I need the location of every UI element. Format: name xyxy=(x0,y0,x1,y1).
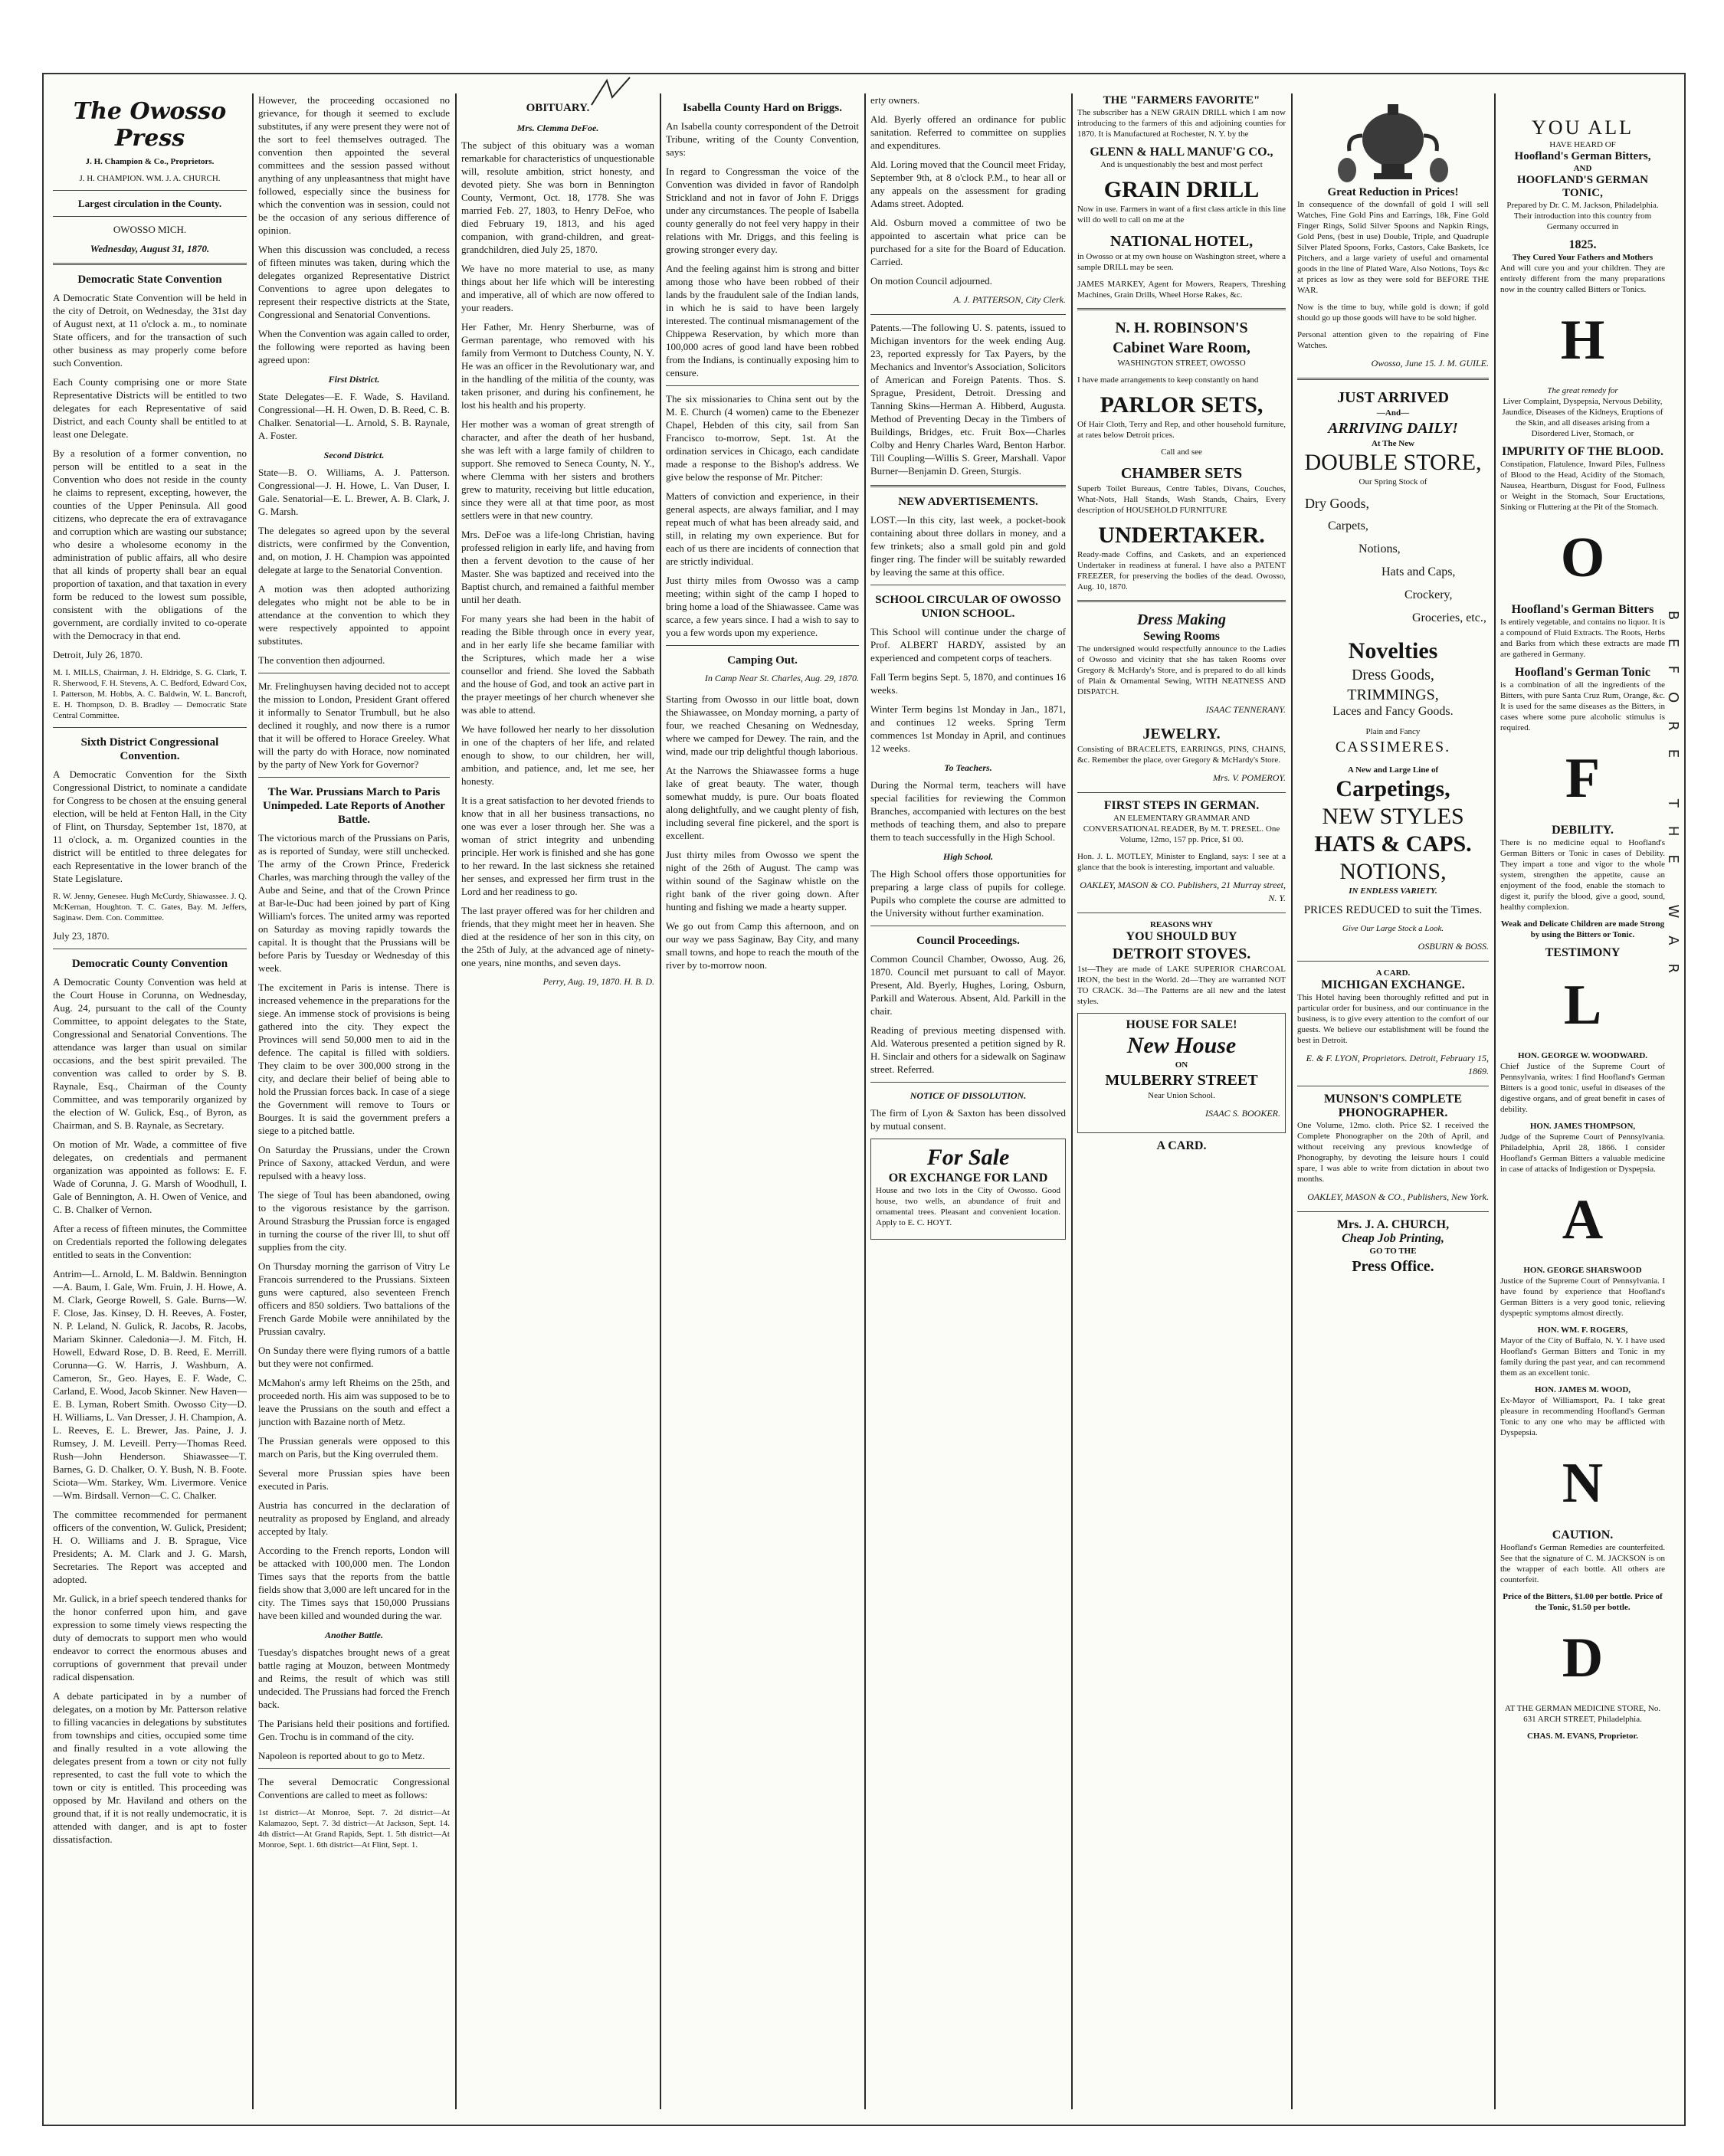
ad-text: GO TO THE xyxy=(1369,1247,1417,1256)
section-subheading: Second District. xyxy=(323,450,385,460)
ad-list-item: Groceries, etc., xyxy=(1412,611,1486,624)
ad-display-line: NATIONAL HOTEL, xyxy=(1109,233,1254,250)
article-paragraph: On motion Council adjourned. xyxy=(870,275,992,287)
article-paragraph: A motion was then adopted authorizing delegates who might not be able to be in attendance at the convention to which they were respectively appointed to appoint substitutes. xyxy=(258,583,450,647)
article-paragraph: We have followed her nearly to her dissolution in one of the chapters of her life, and related enough to show, to our children, her will, ambition, and patience, and, let me see, her honesty. xyxy=(461,723,654,787)
decorative-initial: F xyxy=(1565,747,1601,810)
testimonial-name: HON. WM. F. ROGERS, xyxy=(1537,1325,1628,1335)
article-dateline: In Camp Near St. Charles, Aug. 29, 1870. xyxy=(704,673,859,683)
article-paragraph: In regard to Congressman the voice of the Convention was divided in favor of Randolph Strickland and not in favor of John F. Driggs under any circumstances. The people of Isabella county generally do not feel very happy in their relations with Mr. Driggs, and this feeling is growing stronger every day. xyxy=(666,165,859,255)
edge-vertical-text: BEFORE THE WAR xyxy=(1665,611,1681,992)
ad-text: Now is the time to buy, while gold is down; if gold should go up those goods will have to be sold higher. xyxy=(1297,303,1489,323)
ad-text: A New and Large Line of xyxy=(1347,765,1439,775)
ad-list-item: Hats and Caps, xyxy=(1381,565,1456,578)
ad-display-line: PARLOR SETS, xyxy=(1100,392,1264,418)
ad-subheading: IMPURITY OF THE BLOOD. xyxy=(1502,445,1663,458)
article-paragraph: For many years she had been in the habit of reading the Bible through once in every year, and in her early life she became familiar with the Scriptures, which made her a wise counsellor and friend. She loved the Sabbath and the house of God, and took an active part in the prayer meetings of her church whenever she was able to attend. xyxy=(461,613,654,716)
article-paragraph: Each County comprising one or more State Representative Districts will be entitled to two delegates for each Representative of said District, and each County shall be entitled to at least one Delegate. xyxy=(53,376,247,440)
divider xyxy=(1297,961,1489,962)
ad-subheading: Hoofland's German Bitters, xyxy=(1514,150,1651,162)
masthead-proprietors: J. H. Champion & Co., Proprietors. xyxy=(85,157,215,166)
ad-list-item: Notions, xyxy=(1359,542,1401,555)
article-paragraph: The siege of Toul has been abandoned, owing to the vigorous resistance by the garrison. Around Strasburg the Prussian force is engaged in turning the course of the river Ill, to shut off supplies from the city. xyxy=(258,1189,450,1253)
article-paragraph: Just thirty miles from Owosso we spent the night of the 26th of August. The camp was within sound of the Saginaw whistle on the right bank of the river going down. After hunting and fishing we made a hearty supper. xyxy=(666,849,859,913)
ad-display-line: NOTIONS, xyxy=(1339,859,1447,884)
ad-text: Judge of the Supreme Court of Pennsylvania. Philadelphia, April 28, 1866. I consider Hoofland's German Bitters a valuable medicine in case of attacks of Indigestion or Dyspepsia. xyxy=(1500,1132,1665,1174)
divider xyxy=(258,1768,450,1769)
ad-text: One Volume, 12mo. cloth. Price $2. I received the Complete Phonographer on the 20th of April, and without receiving any previous knowledge of Phonography, by devoting the leisure hours I could spare, I was able to write from dictation in about two months. xyxy=(1297,1121,1489,1184)
ad-subheading: OR EXCHANGE FOR LAND xyxy=(888,1171,1048,1184)
ad-signature: ISAAC S. BOOKER. xyxy=(1205,1108,1280,1119)
ad-display-line: Novelties xyxy=(1348,638,1438,664)
section-subheading: Another Battle. xyxy=(324,1630,383,1640)
decorative-initial: O xyxy=(1560,526,1605,589)
article-paragraph: State Delegates—E. F. Wade, S. Haviland. Congressional—H. H. Owen, D. B. Reed, C. B. Chalker. Senatorial—L. Arnold, S. B. Raynale, A. Foster. xyxy=(258,391,450,441)
house-for-sale-ad xyxy=(1077,1013,1286,1133)
masthead-names: J. H. CHAMPION. WM. J. A. CHURCH. xyxy=(79,174,221,183)
ad-display-line: ARRIVING DAILY! xyxy=(1328,420,1458,437)
ad-text: Constipation, Flatulence, Inward Piles, Fullness of Blood to the Head, Acidity of the Stomach, Nausea, Heartburn, Disgust for Food, Fullness or Weight in the Stomach, Sour Eructations, Sinking or Fluttering at the Pit of the Stomach. xyxy=(1500,460,1665,512)
article-paragraph: Winter Term begins 1st Monday in Jan., 1871, and continues 12 weeks. Spring Term commences 1st Monday in April, and continues 12 weeks. xyxy=(870,703,1066,754)
divider xyxy=(53,190,247,191)
ad-display-line: CHAMBER SETS xyxy=(1120,465,1243,482)
column-rule xyxy=(1494,93,1496,2109)
ad-list-item: Dry Goods, xyxy=(1305,496,1369,511)
ad-text: Near Union School. xyxy=(1148,1091,1215,1100)
article-paragraph: During the Normal term, teachers will have special facilities for reviewing the Common Branches, accompanied with lectures on the best methods of teaching them, and also to prepare them to teach successfully in the High School. xyxy=(870,779,1066,843)
ad-list-item: Crockery, xyxy=(1404,588,1453,601)
ad-text: 1st—They are made of LAKE SUPERIOR CHARCOAL IRON, the best in the World. 2d—They are warranted NOT TO CRACK. 3d—The Patterns are all new and the latest styles. xyxy=(1077,965,1286,1006)
silver-urn-illustration-icon xyxy=(1328,93,1458,185)
divider xyxy=(1297,1211,1489,1212)
divider xyxy=(870,314,1066,315)
ad-text: Ex-Mayor of Williamsport, Pa. I take great pleasure in recommending Hoofland's German Tonic to any one who may be afflicted with Dyspepsia. xyxy=(1500,1396,1665,1437)
article-paragraph: State—B. O. Williams, A. J. Patterson. Congressional—J. H. Howe, L. Van Duser, I. Gale. Senatorial—E. L. Brewer, A. B. Clark, J. G. Marsh. xyxy=(258,467,450,517)
article-paragraph: The victorious march of the Prussians on Paris, as is reported of Sunday, were still unchecked. The army of the Crown Prince, Frederick Charles, was marching through the valley of the Aube and Seine, and that of the Crown Prince at Bar-le-Duc had been joined by part of King William's forces. The united army was reported on Saturday as moving rapidly towards the capital. It is thought that the Prussians will be before Paris by Tuesday or Wednesday of this week. xyxy=(258,832,450,974)
ad-signature: E. & F. LYON, Proprietors. Detroit, February 15, 1869. xyxy=(1306,1053,1489,1076)
article-paragraph: McMahon's army left Rheims on the 25th, and proceeded north. His aim was supposed to be to leave the Prussians on the south and effect a junction with Bazaine north of Metz. xyxy=(258,1377,450,1427)
ad-text: AT THE GERMAN MEDICINE STORE, No. 631 ARCH STREET, Philadelphia. xyxy=(1504,1704,1661,1724)
section-subheading: NOTICE OF DISSOLUTION. xyxy=(910,1090,1027,1101)
section-subheading: First District. xyxy=(328,374,380,385)
column-rule xyxy=(455,93,457,2109)
article-paragraph: A debate participated in by a number of delegates, on a motion by Mr. Patterson relative to filling vacancies in delegations by substitutes from townships and cities, occupied some time and finally resulted in a vote allowing the delegates present from a town or city not fully represented, to cast the full vote to which the town or city is entitled. This proceeding was opposed by Mr. Haviland and others on the ground that, if it is not really undemocratic, it is attended with danger, and is apt to foster dissatisfaction. xyxy=(53,1690,247,1845)
ad-heading: JEWELRY. xyxy=(1142,726,1221,742)
ad-text: HAVE HEARD OF xyxy=(1549,140,1616,149)
ad-text: Plain and Fancy xyxy=(1365,727,1421,736)
ad-text: WASHINGTON STREET, OWOSSO xyxy=(1117,359,1246,368)
article-paragraph: According to the French reports, London will be attacked with 100,000 men. The London Times says that the reports from the battle fields show that 3,000 are left uncared for in the city. The Times says that 150,000 Prussians have been killed and wounded during the war. xyxy=(258,1545,450,1621)
newspaper-page xyxy=(42,73,1686,2126)
article-paragraph: The convention then adjourned. xyxy=(258,654,385,666)
article-paragraph: LOST.—In this city, last week, a pocket-book containing about three dollars in money, and a few trinkets; also a small gold pin and gold finger ring. The finder will be suitably rewarded by leaving the same at this office. xyxy=(870,514,1066,578)
ad-text: Now in use. Farmers in want of a first class article in this line will do well to call on me at the xyxy=(1077,205,1286,224)
ad-text: The subscriber has a NEW GRAIN DRILL which I am now introducing to the farmers of this and adjoining counties for 1870. It is Manufactured at Rochester, N. Y. by the xyxy=(1077,108,1286,139)
ad-text: ON xyxy=(1175,1060,1188,1070)
article-paragraph: The several Democratic Congressional Conventions are called to meet as follows: xyxy=(258,1776,450,1800)
column-rule xyxy=(660,93,661,2109)
article-paragraph: On Sunday there were flying rumors of a battle but they were not confirmed. xyxy=(258,1345,450,1369)
ad-subheading: DEBILITY. xyxy=(1552,824,1614,837)
article-paragraph: On motion of Mr. Wade, a committee of five delegates, on credentials and permanent organization was appointed as follows: E. F. Wade of Corunna, J. G. Marsh of Woodhull, I. Gale of Bennington, A. H. Owen of Venice, and C. B. Chalker of Vernon. xyxy=(53,1139,247,1215)
ad-subheading: TESTIMONY xyxy=(1545,946,1621,959)
article-signature: M. I. MILLS, Chairman, J. H. Eldridge, S. G. Clark, T. R. Sherwood, F. H. Stevens, A. C. Bedford, Edward Cox, I. Patterson, M. Hobbs, A. C. Baldwin, W. L. Bancroft, E. H. Thompson, D. B. Bradley — Democratic State Central Committee. xyxy=(53,668,247,720)
divider xyxy=(1077,308,1286,310)
article-paragraph: After a recess of fifteen minutes, the Committee on Credentials reported the following delegates entitled to seats in the Convention: xyxy=(53,1223,247,1260)
article-paragraph: Several more Prussian spies have been executed in Paris. xyxy=(258,1467,450,1492)
article-paragraph: Ald. Byerly offered an ordinance for public sanitation. Referred to committee on supplies and expenditures. xyxy=(870,113,1066,151)
divider xyxy=(53,216,247,217)
ad-heading: Dress Making xyxy=(1136,611,1227,628)
article-paragraph: Her Father, Mr. Henry Sherburne, was of German parentage, who removed with his family from Vermont to Dutchess County, N. Y. He was an officer in the Revolutionary war, and in the handling of the militia of the county, was taken prisoner, and during his confinement, he lost his health and his property. xyxy=(461,321,654,411)
ad-text: AN ELEMENTARY GRAMMAR AND CONVERSATIONAL READER, By M. T. PRESEL. One Volume, 12mo, 157 pp. Price, $1 00. xyxy=(1083,814,1280,844)
column-2 xyxy=(258,93,450,2109)
article-paragraph: At the Narrows the Shiawassee forms a huge lake of great beauty. The water, though somewhat muddy, is pure. Our boats floated along delightfully, and we caught plenty of fish, including several fine pickerel, and the sport is excellent. xyxy=(666,765,859,841)
ad-text: In consequence of the downfall of gold I will sell Watches, Fine Gold Pins and Earrings, 18k, Fine Gold Finger Rings, Solid Silver Spoons and Napkin Rings, Gold Pens, (best in use) Double, Triple, and Quadruple Silver Plated Spoons, Forks, Castors, Cake Baskets, Ice Pitchers, and a large variety of useful and ornamental goods in the line of Plated Ware, Also Notions, Toys &c at prices as low as they were sold for BEFORE THE WAR. xyxy=(1297,200,1489,295)
ad-display-line: HATS & CAPS. xyxy=(1314,831,1472,857)
ad-signature: ISAAC TENNERANY. xyxy=(1205,704,1286,715)
ad-text: Price of the Bitters, $1.00 per bottle. Price of the Tonic, $1.50 per bottle. xyxy=(1503,1592,1663,1612)
ad-list-item: Carpets, xyxy=(1328,519,1368,532)
article-paragraph: The excitement in Paris is intense. There is increased vehemence in the preparations for the siege. An immense stock of provisions is being gathered into the city. They expect the Provinces will send 50,000 men to aid in the defence. The capital is filled with soldiers. They claim to be over 300,000 strong in the city, and declare their belief of being able to hold the Prussian forces back. In case of a siege the Government will remove to Tours or Bourges. It is said the government prefers a siege to a pitched battle. xyxy=(258,981,450,1136)
article-paragraph: Mrs. DeFoe was a life-long Christian, having professed religion in early life, and having from then a fervent devotion to the cause of her Master. She was baptized and received into the Baptist church, and remained a faithful member until her death. xyxy=(461,529,654,605)
article-paragraph: On Thursday morning the garrison of Vitry Le Francois surrendered to the Prussians. Sixteen guns were captured, also seventeen French officers and 850 soldiers. Two battalions of the French Garde Mobile were annihilated by the Prussian cavalry. xyxy=(258,1260,450,1337)
article-paragraph: Tuesday's dispatches brought news of a great battle raging at Mouzon, between Montmedy and Reims, the result of which was still undecided. The Prussians had forced the French back. xyxy=(258,1646,450,1710)
article-paragraph: Ald. Osburn moved a committee of two be appointed to ascertain what price can be purchased for a site for the Board of Education. Carried. xyxy=(870,217,1066,267)
ad-display-line: DETROIT STOVES. xyxy=(1112,945,1251,962)
ad-display-line: Carpetings, xyxy=(1336,776,1450,801)
ad-subheading: Cabinet Ware Room, xyxy=(1113,339,1250,356)
ad-text: And is unquestionably the best and most perfect xyxy=(1100,160,1263,169)
article-paragraph: Reading of previous meeting dispensed with. Ald. Waterous presented a petition signed by R. H. Sinclair and others for a sidewalk on Saginaw street. Referred. xyxy=(870,1024,1066,1075)
article-paragraph: And the feeling against him is strong and bitter among those who have been robbed of their lands by the fraudulent sale of the Indian lands, in which he is said to have been largely interested. The continual mismanagement of the Chippewa Reservation, by which more than 100,000 acres of good land have been robbed from the Indians, is continually exposing him to censure. xyxy=(666,263,859,378)
ad-text: in Owosso or at my own house on Washington street, where a sample DRILL may be seen. xyxy=(1077,252,1286,272)
ad-text: AND xyxy=(1573,164,1592,173)
ad-display-line: NEW STYLES xyxy=(1322,804,1464,829)
ad-text: There is no medicine equal to Hoofland's German Bitters or Tonic in cases of Debility. They impart a tone and vigor to the whole system, strengthen the appetite, cause an enjoyment of the food, enable the stomach to digest it, purify the blood, give a good, sound, healthy complexion. xyxy=(1500,838,1665,912)
column-1 xyxy=(53,93,247,2109)
ad-text: Laces and Fancy Goods. xyxy=(1332,705,1454,718)
ad-heading: N. H. ROBINSON'S xyxy=(1115,319,1248,336)
article-paragraph: Mr. Frelinghuysen having decided not to accept the mission to London, President Grant offered it informally to Senator Trumbull, but he also declined it roughly, and now there is a rumor that it will be offered to Horace Greeley. What will the party do with Horace, now nominated by the party of New York for Governor? xyxy=(258,680,450,770)
article-paragraph: The Prussian generals were opposed to this march on Paris, but the King overruled them. xyxy=(258,1435,450,1460)
masthead-place: OWOSSO MICH. xyxy=(113,224,187,235)
ad-text: —And— xyxy=(1376,408,1410,418)
divider xyxy=(870,485,1066,487)
article-paragraph: An Isabella county correspondent of the Detroit Tribune, writing of the County Convention, says: xyxy=(666,120,859,158)
testimonial-name: HON. GEORGE W. WOODWARD. xyxy=(1517,1051,1648,1060)
testimonial-name: HON. GEORGE SHARSWOOD xyxy=(1523,1266,1642,1275)
ad-subheading: CAUTION. xyxy=(1552,1529,1614,1542)
decorative-initial: L xyxy=(1563,974,1602,1037)
ad-text: 1825. xyxy=(1568,238,1597,251)
article-paragraph: This School will continue under the charge of Prof. ALBERT HARDY, assisted by an experienced and competent corps of teachers. xyxy=(870,626,1066,664)
ad-heading: A CARD. xyxy=(1156,1139,1207,1152)
ad-text: House and two lots in the City of Owosso. Good house, two wells, an abundance of fruit and ornamental trees. Pleasant and convenient location. Apply to E. C. HOYT. xyxy=(876,1186,1060,1227)
ad-subheading: Hoofland's German Tonic xyxy=(1515,666,1650,679)
divider xyxy=(1297,378,1489,380)
ad-signature: CHAS. M. EVANS, Proprietor. xyxy=(1527,1732,1638,1741)
article-paragraph: When this discussion was concluded, a recess of fifteen minutes was taken, during which the delegates organized Representative District Conventions to agree upon delegates to represent their respective districts at the State, Congressional and Senatorial Conventions. xyxy=(258,244,450,320)
for-sale-ad xyxy=(870,1139,1066,1240)
ad-text: Mayor of the City of Buffalo, N. Y. I have used Hoofland's German Bitters and Tonic in my family during the past year, and can recommend them as an excellent tonic. xyxy=(1500,1336,1665,1378)
section-subheading: To Teachers. xyxy=(944,762,992,773)
ad-text: Superb Toilet Bureaus, Centre Tables, Divans, Couches, What-Nots, Hall Stands, Wash Stands, Chairs, Every description of HOUSEHOLD FURNITURE xyxy=(1077,484,1286,515)
column-rule xyxy=(1291,93,1293,2109)
ad-heading: Cheap Job Printing, xyxy=(1342,1232,1444,1245)
column-3 xyxy=(461,93,654,2109)
column-4 xyxy=(666,93,859,2109)
ad-text: The great remedy for xyxy=(1547,386,1618,395)
article-paragraph: Just thirty miles from Owosso was a camp meeting; within sight of the camp I hoped to bring home a load of the Shiawassee. Came was scarce, a few years since. I had a wish to say to you a few words upon my experience. xyxy=(666,575,859,638)
testimonial-name: HON. JAMES THOMPSON, xyxy=(1529,1122,1636,1131)
masthead-date: Wednesday, August 31, 1870. xyxy=(90,243,210,254)
decorative-initial: A xyxy=(1562,1188,1604,1251)
article-paragraph: However, the proceeding occasioned no grievance, for though it seemed to exclude substitutes, if any were present they were not of the sort to feel themselves outraged. The convention then appointed the several committees and the session passed without anything of any unpleasantness that might have followed, especially since the business for which the convention was in session, could not be the occasion of any serious difference of opinion. xyxy=(258,94,450,236)
divider xyxy=(1077,600,1286,602)
ad-display-line: GRAIN DRILL xyxy=(1103,177,1260,202)
ad-text: I have made arrangements to keep constantly on hand xyxy=(1077,375,1259,385)
ad-display-line: Press Office. xyxy=(1352,1258,1434,1275)
ad-signature: OSBURN & BOSS. xyxy=(1418,941,1489,952)
decorative-initial: H xyxy=(1560,309,1605,372)
article-paragraph: A Democratic County Convention was held at the Court House in Corunna, on Wednesday, Aug. 24, pursuant to the call of the County Committee, to appoint delegates to the State, Congressional and Senatorial Conventions. The attendance was larger than usual on similar occasions, and the best spirit prevailed. The convention was called to order by S. B. Raynale, Esq., Chairman of the County Committee, and was temporarily organized by the election of W. Gulick, Esq., of Byron, as Chairman, and S. B. Raynale, as Secretary. xyxy=(53,976,247,1131)
article-paragraph: Mr. Gulick, in a brief speech tendered thanks for the honor conferred upon him, and gave expression to some timely views respecting the duty of democrats to support men who would endeavor to correct the enormous abuses and corruptions of government that prevail under radical dispensation. xyxy=(53,1593,247,1683)
ad-text: Our Spring Stock of xyxy=(1359,477,1427,487)
ad-text: PRICES REDUCED to suit the Times. xyxy=(1303,904,1483,916)
column-8 xyxy=(1500,93,1665,2109)
ad-heading: REASONS WHY xyxy=(1149,920,1213,929)
article-paragraph: When the Convention was again called to order, the following were reported as having been agreed upon: xyxy=(258,328,450,365)
ad-text: Mrs. J. A. CHURCH, xyxy=(1336,1218,1450,1231)
ad-signature: Mrs. V. POMEROY. xyxy=(1212,772,1286,783)
ad-signature: OAKLEY, MASON & CO. Publishers, 21 Murray street, N. Y. xyxy=(1080,880,1286,903)
article-paragraph: Ald. Loring moved that the Council meet Friday, September 9th, at 8 o'clock P.M., to hear all or any appeals on the assessment for grading Adams street. Adopted. xyxy=(870,159,1066,209)
decorative-initial: D xyxy=(1562,1627,1604,1689)
divider xyxy=(666,385,859,386)
article-heading: The War. Prussians March to Paris Unimpeded. Late Reports of Another Battle. xyxy=(263,786,445,826)
ad-text: Chief Justice of the Supreme Court of Pennsylvania, writes: I find Hoofland's German Bitters is a good tonic, useful in diseases of the digestive organs, and of great benefit in cases of debility. xyxy=(1500,1062,1665,1114)
article-paragraph: The last prayer offered was for her children and friends, that they might meet her in heaven. She died at the residence of her son in this city, on the 25th of July, at the advanced age of ninety-one years, nine months, and seven days. xyxy=(461,905,654,968)
ad-display-line: Dress Goods, xyxy=(1352,667,1434,683)
testimonial-name: HON. JAMES M. WOOD, xyxy=(1534,1385,1631,1394)
article-paragraph: The delegates so agreed upon by the several districts, were confirmed by the Convention, and, on motion, J. H. Champion was appointed delegate at large to the Senatorial Convention. xyxy=(258,525,450,575)
ad-heading: YOU ALL xyxy=(1532,116,1634,139)
ad-text: JAMES MARKEY, Agent for Mowers, Reapers, Threshing Machines, Grain Drills, Wheel Horse Rakes, &c. xyxy=(1077,280,1286,300)
ad-heading: HOUSE FOR SALE! xyxy=(1126,1018,1237,1031)
article-paragraph: The committee recommended for permanent officers of the convention, W. Gulick, President; H. O. Williams and J. B. Sprague, Vice Presidents; A. M. Clark and J. G. Marsh, Secretaries. The Report was accepted and adopted. xyxy=(53,1509,247,1585)
ad-signature: OAKLEY, MASON & CO., Publishers, New York. xyxy=(1307,1191,1489,1202)
ad-text: Justice of the Supreme Court of Pennsylvania. I have found by experience that Hoofland's German Bitters is a very good tonic, relieving dyspeptic symptoms almost directly. xyxy=(1500,1276,1665,1318)
ad-heading: A CARD. xyxy=(1375,968,1411,978)
article-paragraph: The High School offers those opportunities for preparing a large class of pupils for college. Pupils who complete the course are admitted to the University without further examination. xyxy=(870,868,1066,919)
article-paragraph: Her mother was a woman of great strength of character, and after the death of her husband, she was left with a large family of children to support. She removed to Seneca County, N. Y., where Clemma with her sisters and brothers grew to maturity, receiving but little education, since they were all at that time poor, as most settlers were in that new country. xyxy=(461,418,654,521)
masthead-circulation: Largest circulation in the County. xyxy=(77,198,222,209)
article-paragraph: We go out from Camp this afternoon, and on our way we pass Saginaw, Bay City, and many small towns, and hope to reach the mouth of the river by to-morrow noon. xyxy=(666,920,859,971)
article-heading: NEW ADVERTISEMENTS. xyxy=(898,496,1038,508)
ad-display-line: DOUBLE STORE, xyxy=(1304,450,1482,475)
ad-text: Give Our Large Stock a Look. xyxy=(1342,924,1444,933)
ad-display-line: CASSIMERES. xyxy=(1335,739,1451,755)
column-5 xyxy=(870,93,1066,2109)
article-paragraph: erty owners. xyxy=(870,94,920,106)
ad-subheading: GLENN & HALL MANUF'G CO., xyxy=(1090,146,1273,159)
article-paragraph: It is a great satisfaction to her devoted friends to know that in all her business transactions, no one was ever a loser through her. She was a woman of strict integrity and unbending principle. Her work is finished and she has gone to her reward. In the last sickness she retained her senses, and expressed her firm trust in the Lord and her readiness to go. xyxy=(461,795,654,897)
ad-signature: Owosso, June 15. J. M. GUILE. xyxy=(1371,358,1489,369)
article-paragraph: We have no more material to use, as many things about her life which will be interesting and imperative, all of which are now offered to your readers. xyxy=(461,263,654,313)
ad-heading: FIRST STEPS IN GERMAN. xyxy=(1103,799,1260,812)
ad-text: Is entirely vegetable, and contains no liquor. It is a compound of Fluid Extracts. The Roots, Herbs and Barks from which these extracts are made are gathered in Germany. xyxy=(1500,618,1665,659)
article-heading: Sixth District Congressional Convention. xyxy=(80,736,219,762)
column-rule xyxy=(864,93,866,2109)
article-paragraph: Antrim—L. Arnold, L. M. Baldwin. Bennington—A. Baum, I. Gale, Wm. Fruin, J. H. Howe, A. M. Clark, George Rowell, S. Gale. Burns—W. F. Close, Jas. Kinsey, D. H. Reeves, A. Foster, N. P. Leland, N. Gulick, R. Jacobs, R. Jacobs, Mariam Skinner. Caledonia—J. M. Fitch, H. Howell, Edward Rose, D. B. Reed, E. Merrill. Corunna—G. W. Harris, J. Washburn, A. Cameron, Sr., Geo. Hayes, E. F. Wade, C. Carland, E. Wood, Jacob Skinner. New Haven—E. B. Lyman, Robert Smith. Owosso City—D. H. Williams, L. Van Dresser, J. H. Champion, A. L. Reeves, E. L. Brewer, Jas. Paine, J. J. Rumsey, J. M. Leveill. Perry—Thomas Reed. Rush—John Henderson. Shiawassee—T. Barnes, G. D. Chalker, O. Y. Bush, N. B. Foote. Sciota—Wm. Starkey, Wm. Livermore. Venice—Wm. Birdsall. Vernon—C. C. Chalker. xyxy=(53,1268,247,1501)
divider xyxy=(258,777,450,778)
article-heading: SCHOOL CIRCULAR OF OWOSSO UNION SCHOOL. xyxy=(875,594,1061,620)
ad-text: is a combination of all the ingredients of the Bitters, with pure Santa Cruz Rum, Orange, &c. It is used for the same diseases as the Bitters, in cases where some pure alcoholic stimulus is required. xyxy=(1500,680,1665,732)
article-paragraph: Starting from Owosso in our little boat, down the Shiawassee, on Monday morning, a party of four, we reached Chesaning on Wednesday, where we camped for Dewey. The rain, and the wind, made our trip delightful though laborious. xyxy=(666,693,859,757)
ad-text: Hon. J. L. MOTLEY, Minister to England, says: I see at a glance that the book is interesting, important and valuable. xyxy=(1077,852,1286,872)
ad-text: The undersigned would respectfully announce to the Ladies of Owosso and vicinity that she has taken Rooms over Gregory & McHardy's Store, and is prepared to do all kinds of Plain & Ornamental Sewing, WITH NEATNESS AND DISPATCH. xyxy=(1077,644,1286,696)
article-list: 1st district—At Monroe, Sept. 7. 2d district—At Kalamazoo, Sept. 7. 3d district—At Jackson, Sept. 14. 4th district—At Grand Rapids, Sept. 1. 5th district—At Monroe, Sept. 1. 6th district—At Flint, Sept. 1. xyxy=(258,1808,450,1850)
ad-text: Weak and Delicate Children are made Strong by using the Bitters or Tonic. xyxy=(1500,919,1665,939)
ad-text: Consisting of BRACELETS, EARRINGS, PINS, CHAINS, &c. Remember the place, over Gregory & McHardy's Store. xyxy=(1077,745,1286,765)
article-paragraph: The six missionaries to China sent out by the M. E. Church (4 women) came to the Ebenezer Chapel, Hebden of this city, sail from San Francisco to-morrow, Sept. 1st. At the ordination services in Chicago, each candidate made a response to the Bishop's address. We give below the response of Mr. Pitcher: xyxy=(666,393,859,483)
ad-display-line: TRIMMINGS, xyxy=(1347,686,1439,703)
divider xyxy=(53,263,247,265)
article-heading: Democratic State Convention xyxy=(77,274,222,286)
ad-text: This Hotel having been thoroughly refitted and put in particular order for business, and our continuance in the business, is to give every attention to the comfort of our guests. We believe our establishment will be found the best in Detroit. xyxy=(1297,993,1489,1045)
ad-subheading: Sewing Rooms xyxy=(1142,630,1220,643)
divider xyxy=(1077,792,1286,793)
article-dateline: Detroit, July 26, 1870. xyxy=(53,649,143,660)
article-signature: Perry, Aug. 19, 1870. H. B. D. xyxy=(542,976,654,987)
ad-heading: Great Reduction in Prices! xyxy=(1327,186,1459,198)
article-paragraph: Fall Term begins Sept. 5, 1870, and continues 16 weeks. xyxy=(870,671,1066,696)
article-heading: Democratic County Convention xyxy=(71,958,228,970)
article-dateline: July 23, 1870. xyxy=(53,930,110,942)
article-paragraph: Matters of conviction and experience, in their general aspects, are always familiar, and I may repeat much of what has been already said, and still, in relating my own experience. But for each of us there are incidents of connection that are strictly individual. xyxy=(666,490,859,567)
ad-subheading: YOU SHOULD BUY xyxy=(1126,930,1237,943)
article-heading: Camping Out. xyxy=(727,654,798,667)
divider xyxy=(870,1082,1066,1083)
article-paragraph: By a resolution of a former convention, no person will be entitled to a seat in the Convention who does not reside in the county he claims to represent, excepting, however, the counties of the Upper Peninsula. All good citizens, who deprecate the era of extravagance and corruption which are wasting our substance; who desire a wholesome economy in the administration of public affairs, all who desire that all kinds of property shall bear an equal proportion of taxation, and that taxation in every form be reduced to the lowest sum possible, consistent with the obligations of the government, are cordially invited to co-operate with the Democracy in that end. xyxy=(53,447,247,641)
ad-heading: For Sale xyxy=(926,1145,1010,1170)
ad-subheading: MICHIGAN EXCHANGE. xyxy=(1321,978,1465,991)
ad-text: And will cure you and your children. They are entirely different from the many preparations now in the country called Bitters or Tonics. xyxy=(1500,264,1665,294)
article-paragraph: Austria has concurred in the declaration of neutrality as proposed by England, and already accepted by Italy. xyxy=(258,1499,450,1537)
ad-subheading: Hoofland's German Bitters xyxy=(1511,603,1654,616)
divider xyxy=(53,727,247,728)
article-signature: A. J. PATTERSON, City Clerk. xyxy=(953,294,1066,305)
ad-heading: MUNSON'S COMPLETE PHONOGRAPHER. xyxy=(1323,1093,1462,1119)
article-paragraph: A Democratic Convention for the Sixth Congressional District, to nominate a candidate for Congress to be chosen at the ensuing general election, will be held at Fenton Hall, in the City of Flint, on Thursday, September 1st, 1870, at 11 o'clock, a. m. Organized counties in the district will be entitled to three delegates for each Representative in the lower branch of the State Legislature. xyxy=(53,768,247,884)
ad-text: IN ENDLESS VARIETY. xyxy=(1349,886,1437,896)
column-6 xyxy=(1077,93,1286,2109)
ad-text: Personal attention given to the repairing of Fine Watches. xyxy=(1297,330,1489,350)
article-paragraph: On Saturday the Prussians, under the Crown Prince of Saxony, attacked Verdun, and were repulsed with a heavy loss. xyxy=(258,1144,450,1181)
ad-display-line: UNDERTAKER. xyxy=(1098,523,1265,548)
ad-display-line: JUST ARRIVED xyxy=(1337,389,1449,406)
ad-display-line: MULBERRY STREET xyxy=(1105,1072,1258,1089)
column-rule xyxy=(252,93,254,2109)
ad-text: Liver Complaint, Dyspepsia, Nervous Debility, Jaundice, Diseases of the Kidneys, Eruptions of the Skin, and all diseases arising from a Disordered Liver, Stomach, or xyxy=(1502,397,1663,438)
article-paragraph: The firm of Lyon & Saxton has been dissolved by mutual consent. xyxy=(870,1107,1066,1132)
divider xyxy=(666,645,859,646)
ad-text: Call and see xyxy=(1161,447,1202,457)
article-signature: R. W. Jenny, Genesee. Hugh McCurdy, Shiawassee. J. Q. McKernan, Houghton. T. C. Gates, Bay. M. Jeffers, Saginaw. Dem. Con. Committee. xyxy=(53,892,247,922)
column-7 xyxy=(1297,93,1489,2109)
article-heading: Isabella County Hard on Briggs. xyxy=(683,102,842,114)
ad-text: They Cured Your Fathers and Mothers xyxy=(1512,253,1654,262)
section-subheading: Mrs. Clemma DeFoe. xyxy=(516,123,599,133)
ad-text: Hoofland's German Remedies are counterfeited. See that the signature of C. M. JACKSON is on the wrapper of each bottle. All others are counterfeit. xyxy=(1500,1543,1665,1584)
ad-subheading: HOOFLAND'S GERMAN TONIC, xyxy=(1516,174,1649,199)
ad-text: Ready-made Coffins, and Caskets, and an experienced Undertaker in readiness at funeral. I have also a PATENT FREEZER, for preserving the bodies of the dead. Owosso, Aug. 10, 1870. xyxy=(1077,550,1286,591)
article-paragraph: Patents.—The following U. S. patents, issued to Michigan inventors for the week ending Aug. 23, reported expressly for Tax Payers, by the Mechanics and Inventor's Association, Solicitors of American and Foreign Patents. Thos. S. Sprague, President, Detroit. Dressing and Tanning Skins—Herman A. Hibberd, Augusta. Method of Preventing Decay in the Timbers of Buildings, Bridges, etc. Fruit Box—Charles Colby and Henry Charles Ward, Benton Harbor. Till Coupling—Willis S. Greer, Marshall. Vapor Burner—Benjamin D. Green, Sturgis. xyxy=(870,322,1066,477)
decorative-initial: N xyxy=(1562,1452,1604,1515)
ad-text: At The New xyxy=(1371,439,1414,448)
article-heading: OBITUARY. xyxy=(526,102,590,114)
article-paragraph: The subject of this obituary was a woman remarkable for characteristics of unquestionable will, resolute ambition, strict honesty, and devoted piety. She was born in Bennington County, Vermont, Oct. 18, 1778. She was married Feb. 27, 1803, to Henry DeFoe, who died February 19, 1813, and his aged companion, with grand-children, and great-grandchildren, died July 25, 1870. xyxy=(461,139,654,255)
article-paragraph: A Democratic State Convention will be held in the city of Detroit, on Wednesday, the 31st day of August next, at 11 o'clock a. m., to nominate State officers, and for the transaction of such other business as may properly come before such Convention. xyxy=(53,292,247,369)
article-paragraph: Napoleon is reported about to go to Metz. xyxy=(258,1750,425,1761)
article-heading: Council Proceedings. xyxy=(916,935,1020,947)
ad-text: Prepared by Dr. C. M. Jackson, Philadelphia. Their introduction into this country from Germany occurred in xyxy=(1506,201,1659,231)
ad-text: Of Hair Cloth, Terry and Rep, and other household furniture, at rates below Detroit prices. xyxy=(1077,420,1286,440)
ad-heading: THE "FARMERS FAVORITE" xyxy=(1103,94,1260,106)
article-paragraph: The Parisians held their positions and fortified. Gen. Trochu is in command of the city. xyxy=(258,1718,450,1742)
section-subheading: High School. xyxy=(942,851,994,862)
column-rule xyxy=(1071,93,1073,2109)
masthead-title: The Owosso Press xyxy=(73,98,227,152)
article-paragraph: Common Council Chamber, Owosso, Aug. 26, 1870. Council met pursuant to call of Mayor. Present, Ald. Byerly, Hughes, Loring, Osburn, Parkill and Waterous. Absent, Ald. Parkill in the chair. xyxy=(870,953,1066,1017)
ad-display-line: New House xyxy=(1126,1033,1237,1058)
